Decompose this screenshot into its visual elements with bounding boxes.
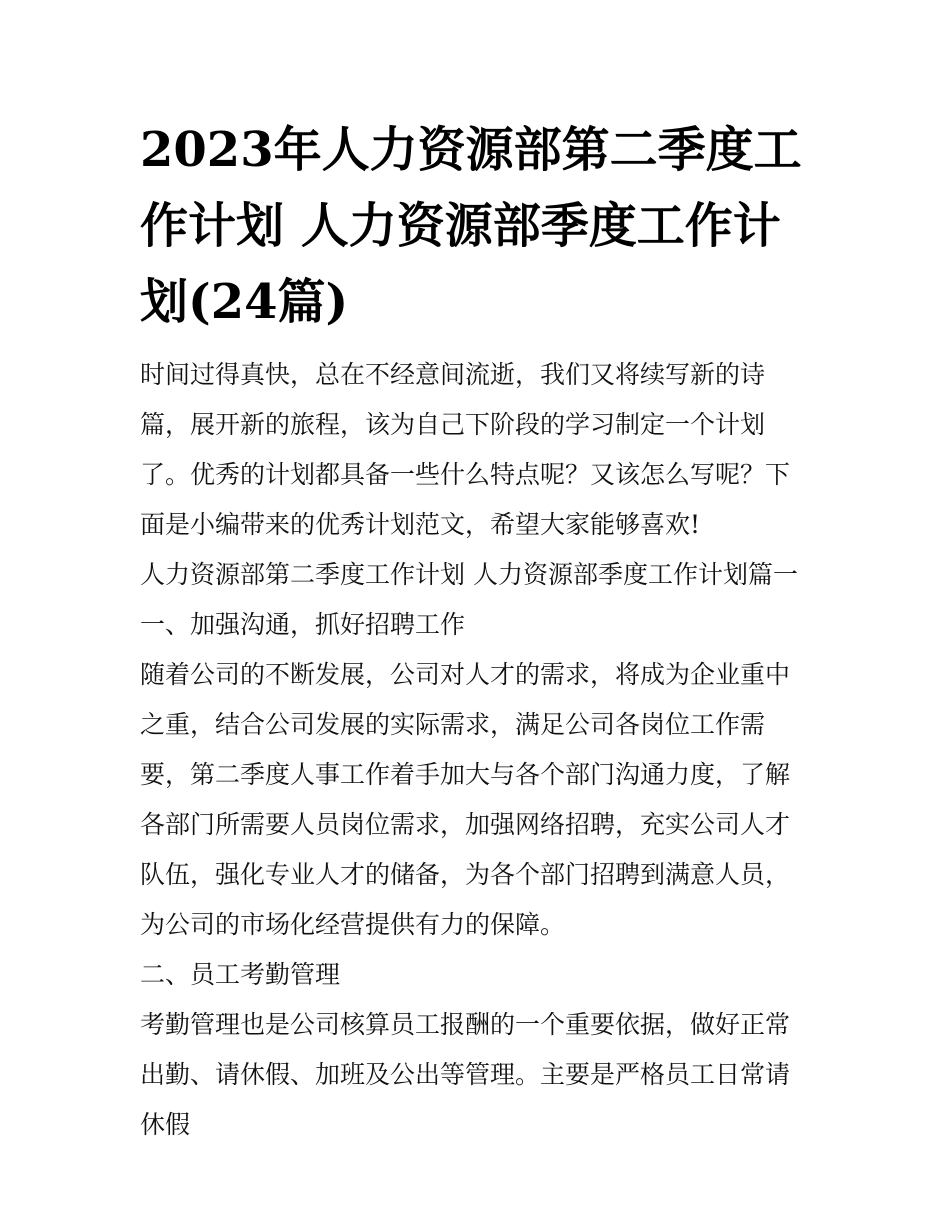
intro-paragraph: 时间过得真快，总在不经意间流逝，我们又将续写新的诗篇，展开新的旅程，该为自己下阶段的学习制定一个计划了。优秀的计划都具备一些什么特点呢？又该怎么写呢？下面是小编带来的优秀计划范文，希望大家能够喜欢! [140, 360, 791, 539]
section-body-2: 考勤管理也是公司核算员工报酬的一个重要依据，做好正常出勤、请休假、加班及公出等管理。主要是严格员工日常请休假 [140, 1010, 791, 1139]
section-body-1: 随着公司的不断发展，公司对人才的需求，将成为企业重中之重，结合公司发展的实际需求，满足公司各岗位工作需要，第二季度人事工作着手加大与各个部门沟通力度，了解各部门所需要人员岗位需求，加强网络招聘，充实公司人才队伍，强化专业人才的储备，为各个部门招聘到满意人员，为公司的市场化经营提供有力的保障。 [140, 660, 791, 939]
document-content [140, 112, 812, 1150]
section-heading-2: 二、员工考勤管理 [140, 960, 341, 989]
chapter-title: 人力资源部第二季度工作计划 人力资源部季度工作计划篇一 [140, 560, 798, 589]
document-title: 2023年人力资源部第二季度工作计划 人力资源部季度工作计划(24篇) [140, 122, 802, 330]
section-heading-1: 一、加强沟通，抓好招聘工作 [140, 610, 466, 639]
